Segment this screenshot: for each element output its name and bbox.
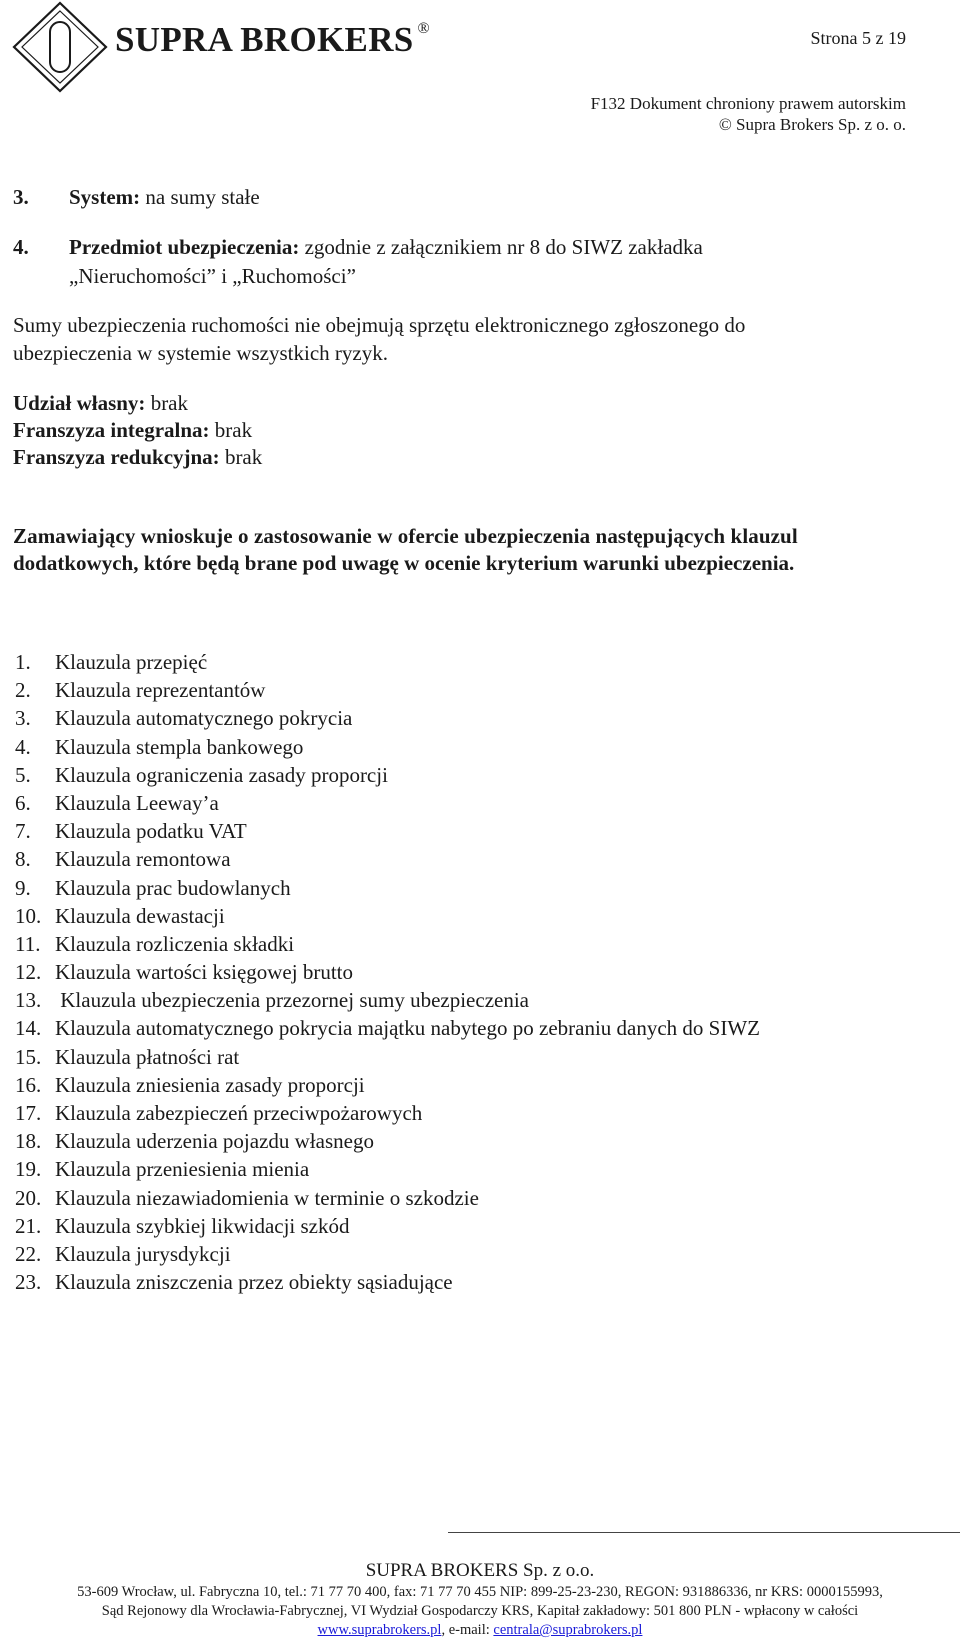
deductible-value: brak [219,445,263,469]
item-number: 18. [15,1129,42,1154]
item-text: Klauzula automatycznego pokrycia [55,706,353,731]
item-text: Klauzula prac budowlanych [55,875,291,900]
email-prefix: , e-mail: [441,1622,494,1638]
brand-name [115,20,430,60]
list-item [15,817,760,845]
footer-contact [0,1622,960,1639]
list-item [15,1184,760,1212]
deductible-label: Udział własny: [13,391,146,415]
item-text: Klauzula podatku VAT [55,819,247,844]
list-item [15,1014,760,1042]
item-text: Klauzula remontowa [55,847,231,872]
list-item [15,1155,760,1183]
item-number: 12. [15,960,42,985]
item-number: 4. [15,734,31,759]
reduction-franchise-row [13,444,262,471]
item-text: Klauzula Leeway’a [55,790,219,815]
item-text: Klauzula wartości księgowej brutto [55,960,353,985]
section-value: zgodnie z załącznikiem nr 8 do SIWZ zakładka [299,235,703,259]
item-number: 15. [15,1044,42,1069]
list-item [15,676,760,704]
list-item [15,874,760,902]
clauses-list [15,648,760,1296]
section-label: Przedmiot ubezpieczenia: [69,235,300,259]
paragraph-line: ubezpieczenia w systemie wszystkich ryzyk. [13,341,388,365]
own-share-row [13,390,188,417]
website-link[interactable]: www.suprabrokers.pl [317,1622,442,1638]
section-label: System: [69,185,141,209]
item-text: Klauzula jurysdykcji [55,1241,231,1266]
list-item [15,733,760,761]
registered-mark: ® [417,20,431,37]
footer-registry: Sąd Rejonowy dla Wrocławia-Fabrycznej, VI Wydział Gospodarczy KRS, Kapitał zakładowy: 501 800 PLN - wpłacony w całości [101,1603,859,1619]
list-item [15,1043,760,1071]
item-number: 7. [15,819,31,844]
deductible-label: Franszyza integralna: [13,418,210,442]
item-text: Klauzula szybkiej likwidacji szkód [55,1213,350,1238]
footer-divider [448,1532,960,1533]
item-number: 23. [15,1270,42,1295]
deductible-label: Franszyza redukcyjna: [13,445,220,469]
brand-text: SUPRA BROKERS [115,20,414,59]
copyright-owner: © Supra Brokers Sp. z o. o. [718,115,906,134]
item-number: 21. [15,1213,42,1238]
integral-franchise-row [13,417,252,444]
item-text: Klauzula dewastacji [55,903,225,928]
list-item [15,1240,760,1268]
item-number: 20. [15,1185,42,1210]
item-number: 19. [15,1157,42,1182]
list-item [15,1212,760,1240]
section-3 [13,184,260,211]
item-number: 17. [15,1101,42,1125]
item-number: 22. [15,1241,42,1266]
deductible-value: brak [145,391,189,415]
list-item [15,958,760,986]
list-item [15,930,760,958]
footer-address: 53-609 Wrocław, ul. Fabryczna 10, tel.: 71 77 70 400, fax: 71 77 70 455 NIP: 899-25-23-230, REGON: 931886336, nr KRS: 0000155993, [77,1584,883,1600]
list-item [15,902,760,930]
list-item [15,789,760,817]
item-number: 2. [15,678,31,703]
list-item [15,761,760,789]
list-item [15,1099,760,1127]
list-item [15,1071,760,1099]
section-number: 3. [13,185,29,209]
item-text: Klauzula ograniczenia zasady proporcji [55,762,388,787]
deductible-value: brak [209,418,253,442]
item-number: 3. [15,706,31,731]
email-link[interactable]: centrala@suprabrokers.pl [493,1622,643,1638]
item-text: Klauzula zniszczenia przez obiekty sąsiadujące [55,1270,453,1295]
item-text: Klauzula reprezentantów [55,678,266,703]
list-item [15,1127,760,1155]
item-text: Klauzula przeniesienia mienia [55,1157,310,1182]
item-text: Klauzula płatności rat [55,1044,240,1069]
list-item [15,648,760,676]
section-4 [13,234,703,261]
item-number: 13. [15,988,42,1013]
item-number: 5. [15,762,31,787]
item-text: Klauzula przepięć [55,650,208,674]
item-text: Klauzula ubezpieczenia przezornej sumy ubezpieczenia [55,988,529,1013]
item-number: 6. [15,790,31,815]
item-number: 14. [15,1016,42,1041]
list-item [15,1268,760,1296]
paragraph-line: Sumy ubezpieczenia ruchomości nie obejmują sprzętu elektronicznego zgłoszonego do [13,313,746,337]
item-number: 11. [15,931,41,956]
section-4-value-continued: „Nieruchomości” i „Ruchomości” [69,264,356,288]
item-number: 16. [15,1072,42,1097]
list-item [15,845,760,873]
list-item [15,704,760,732]
clauses-intro-line: dodatkowych, które będą brane pod uwagę w ocenie kryterium warunki ubezpieczenia. [13,551,795,575]
list-item [15,986,760,1014]
footer-company: SUPRA BROKERS Sp. z o.o. [365,1560,595,1581]
item-text: Klauzula automatycznego pokrycia majątku nabytego po zebraniu danych do SIWZ [55,1016,760,1041]
section-number: 4. [13,235,29,259]
item-text: Klauzula rozliczenia składki [55,931,295,956]
item-number: 10. [15,903,42,928]
item-text: Klauzula zabezpieczeń przeciwpożarowych [55,1101,423,1125]
item-text: Klauzula stempla bankowego [55,734,304,759]
supra-brokers-logo-icon [10,0,110,94]
item-number: 8. [15,847,31,872]
section-value: na sumy stałe [140,185,260,209]
item-text: Klauzula niezawiadomienia w terminie o szkodzie [55,1185,479,1210]
item-number: 9. [15,875,31,900]
item-text: Klauzula uderzenia pojazdu własnego [55,1129,374,1154]
item-number: 1. [15,650,31,674]
clauses-intro-line: Zamawiający wnioskuje o zastosowanie w ofercie ubezpieczenia następujących klauzul [13,524,798,548]
item-text: Klauzula zniesienia zasady proporcji [55,1072,365,1097]
page-number: Strona 5 z 19 [810,28,906,48]
copyright-notice: F132 Dokument chroniony prawem autorskim [590,94,906,113]
